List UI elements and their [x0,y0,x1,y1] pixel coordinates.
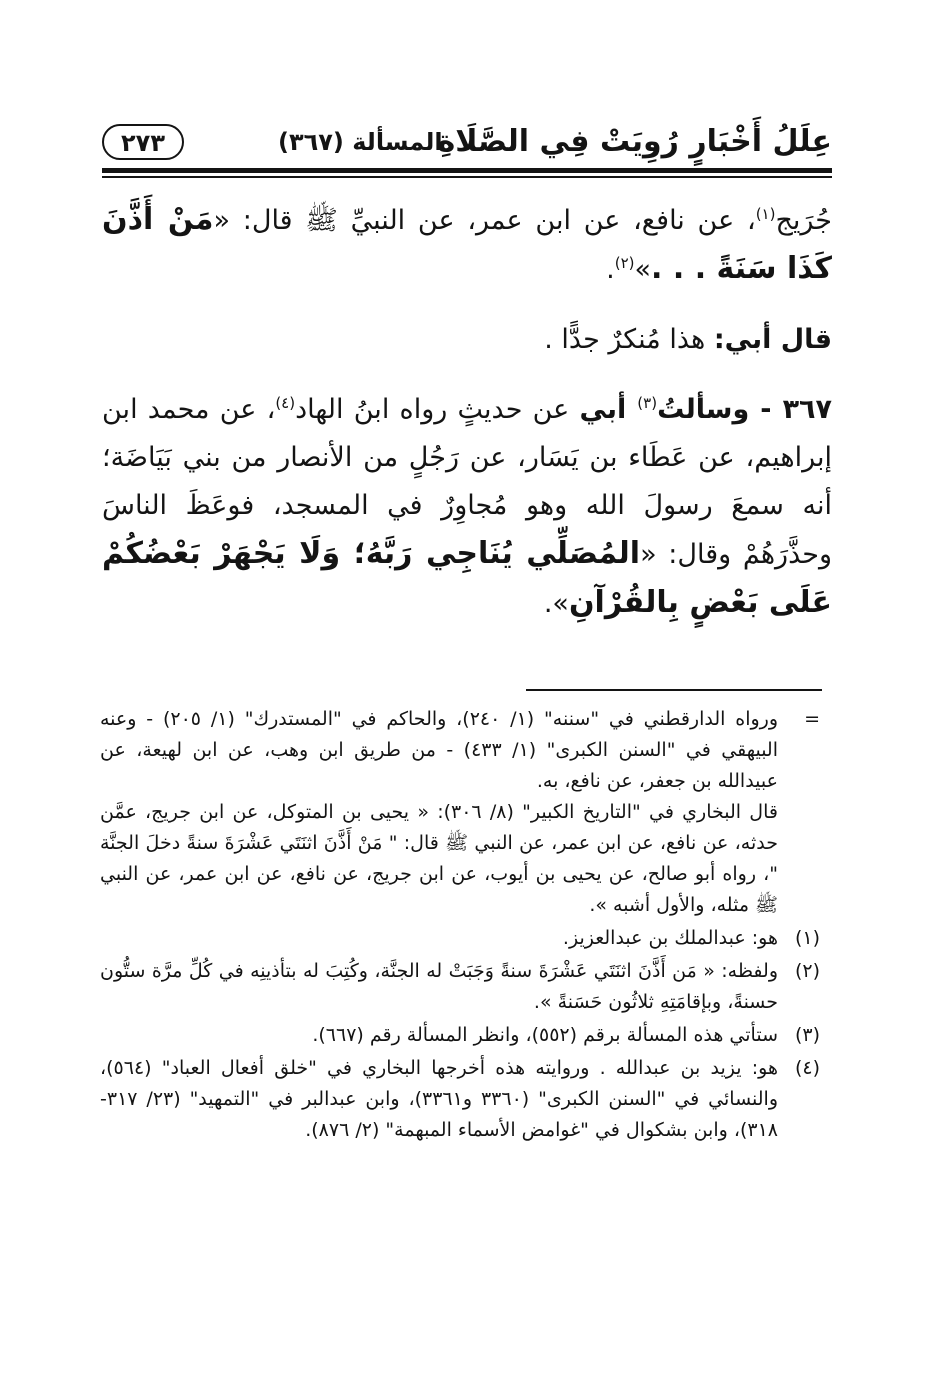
footnote-text: ستأتي هذه المسألة برقم (٥٥٢)، وانظر المسألة رقم (٦٦٧). [312,1024,778,1046]
text-run: ». [543,588,569,619]
footnote-text: ورواه الدارقطني في "سننه" (١/ ٢٤٠)، والحاكم في "المستدرك" (١/ ٢٠٥) - وعنه البيهقي في "السنن الكبرى" (١/ ٤٣٣) - من طريق ابن وهب، عن ابن لهيعة، عن عبيدالله بن جعفر، عن نافع، به. [100,708,779,792]
paragraph-continuation [102,196,832,294]
footnote-ref-1: (١) [755,205,776,223]
text-run: هذا مُنكرٌ جدًّا . [544,324,714,355]
speaker-label: قال أبي: [713,324,832,355]
footnote-item [100,704,820,921]
footnote-marker: (٣) [794,1024,820,1046]
main-text [102,196,832,628]
header-rule-thick [102,168,832,173]
text-run: ، عن نافع، عن ابن عمر، عن النبيِّ ﷺ قال: « [213,205,756,236]
paragraph-issue-367 [102,386,832,628]
text-run: » [634,254,652,285]
footnote-marker: = [804,708,820,730]
header-rule-thin [102,176,832,178]
footnote-marker: (٤) [794,1057,820,1079]
text-run: . [606,254,615,285]
footnote-ref-4: (٤) [275,394,296,412]
hadith-text: المُصَلِّي يُنَاجِي رَبَّهُ؛ وَلَا يَجْهَرْ بَعْضُكُمْ عَلَى بَعْضٍ بِالقُرْآنِ [102,536,832,620]
issue-number: ٣٦٧ - وسألتُ [657,394,833,425]
paragraph-abi-comment [102,316,832,364]
footnote-item [100,923,820,954]
book-title: عِلَلُ أَخْبَارٍ رُوِيَتْ فِي الصَّلَاةِ [437,124,832,159]
footnote-item [100,1020,820,1051]
footnote-ref-2: (٢) [614,254,635,272]
footnote-text: ولفظه: « مَن أَذَّنَ اثنَتَي عَشْرَةَ سنةً وَجَبَتْ له الجنَّة، وكُتِبَ له بتأذينِه في كُلِّ مرَّة ستُّون حسنةً، وبإقامَتِهِ ثلاثُون حَسَنةً ». [100,960,778,1013]
running-header [102,118,832,168]
footnote-ref-3: (٣) [637,394,658,412]
text-run: جُرَيج [775,205,832,236]
hadith-text: مَنْ أَذَّنَ كَذَا سَنَةً . . . [102,202,832,286]
footnote-text: هو: يزيد بن عبدالله . وروايته هذه أخرجها البخاري في "خلق أفعال العباد" (٥٦٤)، والنسائي في "السنن الكبرى" (٣٣٦٠ و٣٣٦١)، وابن عبدالبر في "التمهيد" (٢٣/ ٣١٧- ٣١٨)، وابن بشكوال في "غوامض الأسماء المبهمة" (٢/ ٨٧٦). [100,1057,778,1141]
footnote-text: قال البخاري في "التاريخ الكبير" (٨/ ٣٠٦): « يحيى بن المتوكل، عن ابن جريج، عمَّن حدثه، عن نافع، عن ابن عمر، عن النبي ﷺ قال: " مَنْ أَذَّنَ اثنَتَي عَشْرَةَ سنةً دخلَ الجنَّة "، رواه أبو صالح، عن يحيى بن أيوب، عن ابن جريج، عن نافع، عن ابن عمر، عن النبي ﷺ مثله، والأول أشبه ». [100,801,778,916]
footnote-item [100,1053,820,1146]
footnote-marker: (٢) [794,960,820,982]
footnote-marker: (١) [794,927,820,949]
issue-label: المسألة (٣٦٧) [278,128,443,156]
abi-word: أبي [579,394,638,425]
footnote-item [100,956,820,1018]
footnote-text: هو: عبدالملك بن عبدالعزيز. [562,927,778,949]
text-run: ، عن محمد ابن إبراهيم، عن عَطَاء بن يَسَار، عن رَجُلٍ من الأنصار من بني بَيَاضَة؛ أنه سمعَ رسولَ الله وهو مُجاوِرٌ في المسجد، فوعَظَ الناسَ وحذَّرَهُمْ وقال: « [102,394,832,570]
footnote-separator [526,689,822,691]
text-run: عن حديثٍ رواه ابنُ الهاد [295,394,580,425]
footnotes [100,704,820,1148]
page-number-badge: ٢٧٣ [102,124,184,160]
